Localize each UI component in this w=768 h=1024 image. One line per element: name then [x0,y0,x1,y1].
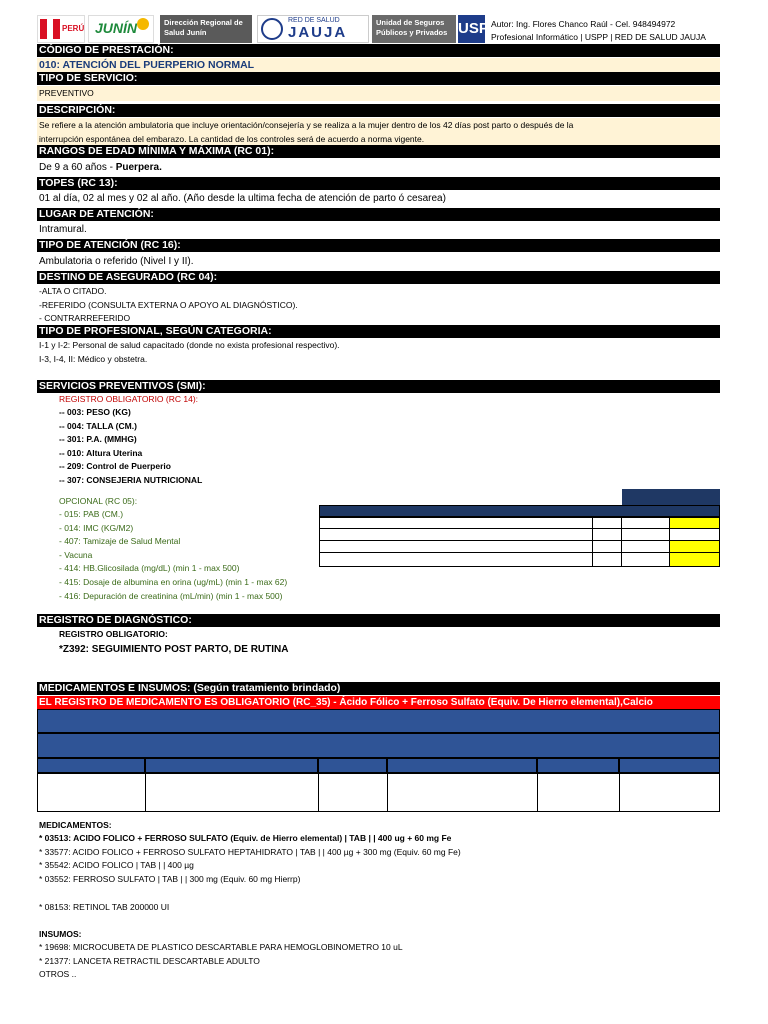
medicamentos-header: MEDICAMENTOS E INSUMOS: (Según tratamiento brindado) [37,682,720,695]
list-item: * 03552: FERROSO SULFATO | TAB | | 300 mg (Equiv. 60 mg Hierrp) [39,873,301,884]
list-item: * 03513: ACIDO FOLICO + FERROSO SULFATO (Equiv. de Hierro elemental) | TAB | | 400 ug + 60 mg Fe [39,833,452,843]
medicamentos-label: MEDICAMENTOS: [39,820,112,830]
list-item: - 414: HB.Glicosilada (mg/dL) (min 1 - max 500) [59,563,240,574]
medicamentos-list [39,832,461,886]
topes-header: TOPES (RC 13): [37,177,720,190]
peru-logo: PERÚ [37,15,85,43]
red-salud-jauja-logo: RED DE SALUD JAUJA [257,15,369,43]
rangos-value: De 9 a 60 años - Puerpera. [39,162,162,173]
profesional-list [39,339,340,366]
grid-cell [621,552,670,567]
servicios-header: SERVICIOS PREVENTIVOS (SMI): [37,380,720,393]
tipo-servicio-header: TIPO DE SERVICIO: [37,72,720,85]
list-item: -ALTA O CITADO. [39,286,107,296]
seal-icon [261,18,283,40]
list-item: -- 010: Altura Uterina [59,447,143,458]
list-item: - 015: PAB (CM.) [59,509,124,519]
opcional-label: OPCIONAL (RC 05): [59,496,138,506]
list-item: -- 301: P.A. (MMHG) [59,434,137,445]
table-column-header [537,758,619,773]
author-info: Autor: Ing. Flores Chanco Raúl - Cel. 948494972 Profesional Informático | USPP | RED DE SALUD JAUJA [491,19,706,42]
usp-logo: USP [458,15,485,43]
table-column-header [387,758,537,773]
list-item: - CONTRARREFERIDO [39,313,131,324]
list-item: * 33577: ACIDO FOLICO + FERROSO SULFATO HEPTAHIDRATO | TAB | | 400 µg + 300 mg (Equiv. 60 mg Fe) [39,846,461,857]
list-item: - Vacuna [59,549,93,560]
descripcion-text: Se refiere a la atención ambulatoria que incluye orientación/consejería y se realiza a la mujer dentro de los 42 días post parto o después de la interrupción espontánea del embarazo. La cantidad de los controles será de acuerdo a norma vigente. [37,118,720,145]
list-item: -- 209: Control de Puerperio [59,461,171,472]
list-item: -- 307: CONSEJERIA NUTRICIONAL [59,474,203,485]
junin-logo: JUNÍN [88,15,154,43]
grid-cell [592,552,622,567]
tipo-servicio-value: PREVENTIVO [37,86,720,101]
profesional-header: TIPO DE PROFESIONAL, SEGÚN CATEGORIA: [37,325,720,338]
table-column-header [318,758,387,773]
codigo-header: CÓDIGO DE PRESTACIÓN: [37,44,720,57]
list-item: - 415: Dosaje de albumina en orina (ug/mL) (min 1 - max 62) [59,576,288,587]
table-column-header [37,758,145,773]
rangos-header: RANGOS DE EDAD MÍNIMA Y MÁXIMA (RC 01): [37,145,720,158]
topes-value: 01 al día, 02 al mes y 02 al año. (Año desde la ultima fecha de atención de parto ó cesarea) [39,193,446,204]
tipo-atencion-value: Ambulatoria o referido (Nivel I y II). [39,256,194,267]
lugar-header: LUGAR DE ATENCIÓN: [37,208,720,221]
table-header-band [37,733,720,758]
list-item: * 21377: LANCETA RETRACTIL DESCARTABLE ADULTO [39,955,260,966]
list-item: -- 004: TALLA (CM.) [59,420,137,431]
list-item: - 416: Depuración de creatinina (mL/min) (min 1 - max 500) [59,590,283,601]
destino-header: DESTINO DE ASEGURADO (RC 04): [37,271,720,284]
table-cell [537,773,620,812]
tipo-atencion-header: TIPO DE ATENCIÓN (RC 16): [37,239,720,252]
table-cell [619,773,720,812]
diagnostico-header: REGISTRO DE DIAGNÓSTICO: [37,614,720,627]
table-cell [318,773,388,812]
registro-obligatorio-list [59,406,202,488]
diagnostico-label: REGISTRO OBLIGATORIO: [59,629,168,639]
list-item: I-3, I-4, II: Médico y obstetra. [39,353,148,364]
header-logos [37,15,489,45]
table-column-header [145,758,318,773]
table-cell [145,773,319,812]
medicamentos-warning: EL REGISTRO DE MEDICAMENTO ES OBLIGATORIO (RC_35) - Ácido Fólico + Ferroso Sulfato (Equiv. De Hierro elemental),Calcio [37,696,720,709]
codigo-value: 010: ATENCIÓN DEL PUERPERIO NORMAL [37,58,720,72]
peru-flag-icon [40,19,60,39]
list-item: * 19698: MICROCUBETA DE PLASTICO DESCARTABLE PARA HEMOGLOBINOMETRO 10 uL [39,942,403,952]
list-item: OTROS .. [39,969,77,980]
lugar-value: Intramural. [39,224,87,235]
drsj-logo: Dirección Regional de Salud Junín [160,15,252,43]
retinol-item: * 08153: RETINOL TAB 200000 UI [39,902,170,912]
table-column-header [619,758,720,773]
opcional-list [59,508,287,603]
destino-list [39,285,298,326]
table-header-band [37,709,720,733]
descripcion-header: DESCRIPCIÓN: [37,104,720,117]
insumos-label: INSUMOS: [39,929,82,939]
list-item: -- 003: PESO (KG) [59,407,131,417]
grid-header-row [319,505,720,517]
registro-obligatorio-label: REGISTRO OBLIGATORIO (RC 14): [59,394,199,404]
table-cell [37,773,146,812]
sun-icon [137,18,149,30]
grid-cell-highlight [669,552,720,567]
list-item: I-1 y I-2: Personal de salud capacitado (donde no exista profesional respectivo). [39,340,340,350]
list-item: - 407: Tamizaje de Salud Mental [59,536,181,547]
list-item: - 014: IMC (KG/M2) [59,522,134,533]
diagnostico-value: *Z392: SEGUIMIENTO POST PARTO, DE RUTINA [59,644,289,655]
list-item: -REFERIDO (CONSULTA EXTERNA O APOYO AL DIAGNÓSTICO). [39,299,298,310]
insumos-list [39,941,403,982]
uspp-logo: Unidad de Seguros Públicos y Privados [372,15,456,43]
table-cell [387,773,538,812]
grid-header-cell [622,489,720,505]
grid-cell [319,552,593,567]
list-item: * 35542: ACIDO FOLICO | TAB | | 400 µg [39,860,194,871]
